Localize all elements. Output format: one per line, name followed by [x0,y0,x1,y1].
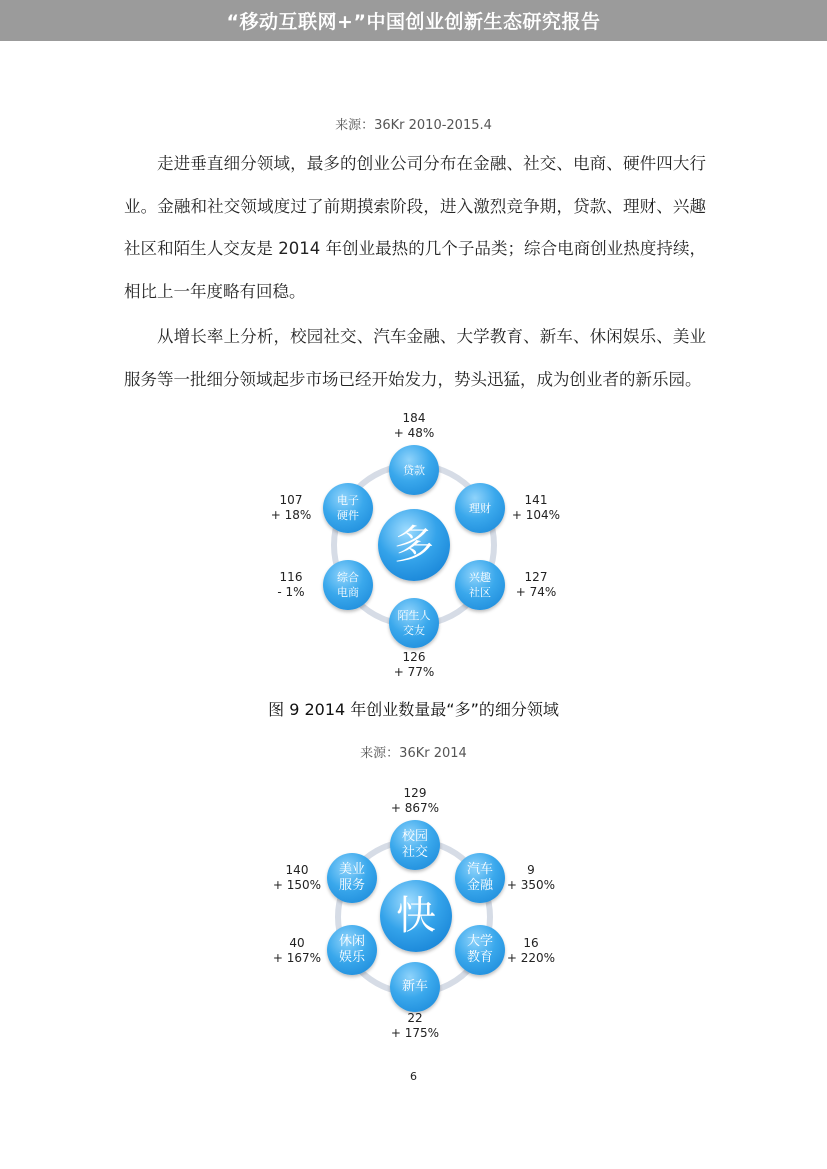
value-stranger-count: 126 [402,650,426,664]
node-stranger-social: 陌生人 交友 [389,598,439,648]
value-autofin-growth: + 350% [506,878,556,892]
node-electronic-hardware: 电子 硬件 [323,483,373,533]
value-newcar-count: 22 [407,1011,423,1025]
value-college-count: 16 [523,936,539,950]
value-campus-count: 129 [403,786,427,800]
value-beauty-count: 140 [285,863,309,877]
value-new-car [385,1011,445,1041]
node-new-car: 新车 [390,962,440,1012]
value-beauty-growth: + 150% [272,878,322,892]
source-note-top: 来源：36Kr 2010-2015.4 [335,118,492,133]
value-autofin-count: 9 [527,863,535,877]
fastest-segments-diagram [227,785,599,1055]
body-paragraph-1: 走进垂直细分领域，最多的创业公司分布在金融、社交、电商、硬件四大行业。金融和社交领域度过了前期摸索阶段，进入激烈竞争期，贷款、理财、兴趣社区和陌生人交友是 2014 年创业最热的几个子品类；综合电商创业热度持续，相比上一年度略有回稳。 [124,154,706,301]
source-note-mid: 来源：36Kr 2014 [360,746,467,761]
node-college-education: 大学 教育 [455,925,505,975]
value-loan [384,411,444,441]
value-campus-growth: + 867% [390,801,440,815]
value-ecommerce-growth: - 1% [277,585,305,599]
value-community-count: 127 [524,570,548,584]
figure-caption: 图 9 2014 年创业数量最“多”的细分领域 [268,700,559,719]
value-community-growth: + 74% [515,585,557,599]
node-auto-finance: 汽车 金融 [455,853,505,903]
node-wealth-management: 理财 [455,483,505,533]
most-segments-diagram [227,410,599,680]
node-general-ecommerce: 综合 电商 [323,560,373,610]
node-loan: 贷款 [389,445,439,495]
value-hardware-growth: + 18% [270,508,312,522]
value-campus-social [385,786,445,816]
node-campus-social: 校园 社交 [390,820,440,870]
value-loan-growth: + 48% [393,426,435,440]
value-college-growth: + 220% [506,951,556,965]
value-interest-community [506,570,566,600]
value-college-education [501,936,561,966]
value-hardware-count: 107 [279,493,303,507]
report-header [0,0,827,41]
value-leisure-growth: + 167% [272,951,322,965]
value-general-ecommerce [261,570,321,600]
report-title: “移动互联网+”中国创业创新生态研究报告 [226,11,601,33]
center-most-node: 多 [378,509,450,581]
value-wealth-management [506,493,566,523]
value-leisure-count: 40 [289,936,305,950]
value-leisure-entertainment [267,936,327,966]
value-loan-count: 184 [402,411,426,425]
value-beauty-services [267,863,327,893]
node-leisure-entertainment: 休闲 娱乐 [327,925,377,975]
value-ecommerce-count: 116 [279,570,303,584]
body-paragraph-2: 从增长率上分析，校园社交、汽车金融、大学教育、新车、休闲娱乐、美业服务等一批细分领域起步市场已经开始发力，势头迅猛，成为创业者的新乐园。 [124,327,706,389]
value-wealth-growth: + 104% [511,508,561,522]
value-wealth-count: 141 [524,493,548,507]
value-newcar-growth: + 175% [390,1026,440,1040]
node-interest-community: 兴趣 社区 [455,560,505,610]
value-stranger-social [384,650,444,680]
page-number: 6 [410,1070,417,1083]
value-auto-finance [501,863,561,893]
value-electronic-hardware [261,493,321,523]
value-stranger-growth: + 77% [393,665,435,679]
node-beauty-services: 美业 服务 [327,853,377,903]
center-fastest-node: 快 [380,880,452,952]
